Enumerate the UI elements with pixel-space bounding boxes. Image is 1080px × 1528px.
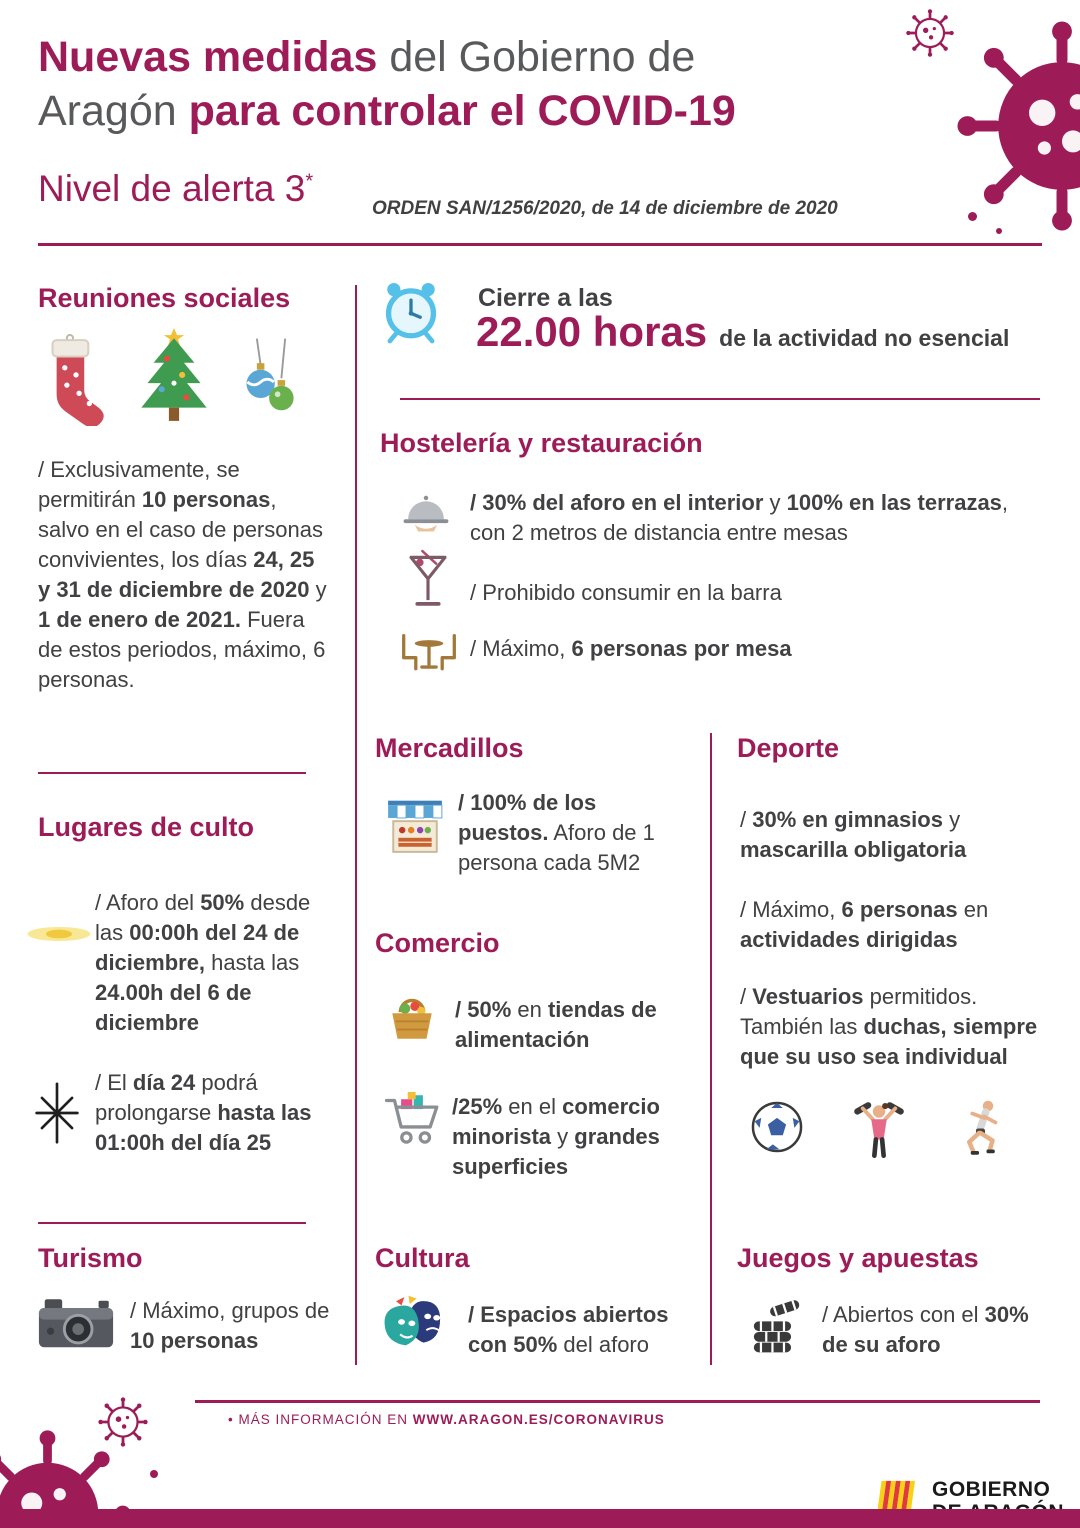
- deporte-item-2: / Máximo, 6 personas en actividades dirigidas: [740, 897, 989, 952]
- bottom-accent-bar: [0, 1509, 1080, 1528]
- ornaments-icon: [238, 338, 304, 426]
- candle-glow-icon: [24, 916, 94, 952]
- mercadillos-item-1: / 100% de los puestos. Aforo de 1 persona cada 5M2: [458, 790, 655, 875]
- festive-icons-row: [38, 326, 304, 426]
- section-title-reuniones: Reuniones sociales: [38, 283, 291, 313]
- title-line-1: Nuevas medidas del Gobierno de: [38, 33, 696, 81]
- market-stall-icon: [383, 793, 447, 859]
- divider: [38, 1222, 306, 1224]
- footer-divider: [195, 1400, 1040, 1403]
- vertical-divider: [710, 733, 712, 1365]
- section-title-deporte: Deporte: [737, 733, 840, 763]
- table-chairs-icon: [396, 628, 462, 674]
- page-title: [38, 30, 736, 138]
- closing-row: [476, 308, 1009, 356]
- header-divider: [38, 243, 1042, 246]
- virus-solid-icon-top: [952, 16, 1080, 236]
- order-reference: ORDEN SAN/1256/2020, de 14 de diciembre de 2020: [372, 198, 838, 219]
- camera-icon: [36, 1294, 116, 1356]
- star-icon: [26, 1080, 88, 1146]
- soccer-ball-icon: [748, 1098, 806, 1156]
- section-title-culto: Lugares de culto: [38, 812, 255, 842]
- hosteleria-item-2: / Prohibido consumir en la barra: [470, 580, 782, 605]
- decor-dot: [150, 1470, 158, 1478]
- weightlifter-icon: [848, 1096, 910, 1158]
- sport-icons-row: [748, 1096, 1012, 1158]
- divider: [38, 772, 306, 774]
- turismo-item-1: / Máximo, grupos de 10 personas: [130, 1298, 330, 1353]
- poker-chips-icon: [745, 1293, 807, 1359]
- section-title-mercadillos: Mercadillos: [375, 733, 524, 763]
- reuniones-body: / Exclusivamente, se permitirán 10 personas, salvo en el caso de personas convivientes, los días 24, 25 y 31 de diciembre de 2020 y 1 de enero de 2021. Fuera de estos periodos, máximo, 6 personas.: [38, 457, 327, 692]
- section-title-cultura: Cultura: [375, 1243, 470, 1273]
- cocktail-icon: [406, 548, 450, 618]
- footer-info: • MÁS INFORMACIÓN EN WWW.ARAGON.ES/CORONAVIRUS: [228, 1412, 665, 1427]
- vertical-divider: [355, 285, 357, 1365]
- section-title-comercio: Comercio: [375, 928, 500, 958]
- virus-outline-icon-top: [903, 6, 957, 60]
- cloche-icon: [398, 490, 454, 538]
- closing-time: 22.00 horas: [476, 308, 708, 355]
- culto-item-2: / El día 24 podrá prolongarse hasta las 01:00h del día 25: [95, 1070, 312, 1155]
- hosteleria-item-3: / Máximo, 6 personas por mesa: [470, 636, 792, 661]
- section-title-hosteleria: Hostelería y restauración: [380, 428, 703, 458]
- culto-item-1: / Aforo del 50% desde las 00:00h del 24 de diciembre, hasta las 24.00h del 6 de diciembre: [95, 890, 311, 1035]
- stocking-icon: [38, 334, 110, 426]
- logo-line-1: GOBIERNO: [932, 1478, 1051, 1501]
- alert-asterisk: *: [305, 170, 314, 193]
- cultura-item-1: / Espacios abiertos con 50% del aforo: [468, 1302, 669, 1357]
- section-title-turismo: Turismo: [38, 1243, 143, 1273]
- runner-icon: [952, 1097, 1012, 1157]
- juegos-item-1: / Abiertos con el 30% de su aforo: [822, 1302, 1029, 1357]
- deporte-item-3: / Vestuarios permitidos. También las duchas, siempre que su uso sea individual: [740, 984, 1038, 1069]
- theater-masks-icon: [378, 1293, 454, 1359]
- alarm-clock-icon: [378, 278, 444, 350]
- deporte-item-1: / 30% en gimnasios y mascarilla obligatoria: [740, 807, 967, 862]
- decor-dot: [968, 212, 977, 221]
- title-line-2: Aragón para controlar el COVID-19: [38, 87, 736, 135]
- comercio-item-1: / 50% en tiendas de alimentación: [455, 997, 657, 1052]
- christmas-tree-icon: [132, 326, 216, 426]
- closing-line-2: de la actividad no esencial: [719, 325, 1010, 351]
- decor-dot: [996, 228, 1002, 234]
- section-title-juegos: Juegos y apuestas: [737, 1243, 979, 1273]
- shopping-cart-icon: [380, 1088, 446, 1166]
- hosteleria-item-1: / 30% del aforo en el interior y 100% en las terrazas, con 2 metros de distancia entre mesas: [470, 490, 1009, 545]
- food-basket-icon: [383, 988, 441, 1050]
- closing-line-1: Cierre a las: [478, 284, 613, 312]
- alert-level: Nivel de alerta 3*: [38, 168, 314, 209]
- comercio-item-2: /25% en el comercio minorista y grandes superficies: [452, 1094, 660, 1179]
- divider: [400, 398, 1040, 400]
